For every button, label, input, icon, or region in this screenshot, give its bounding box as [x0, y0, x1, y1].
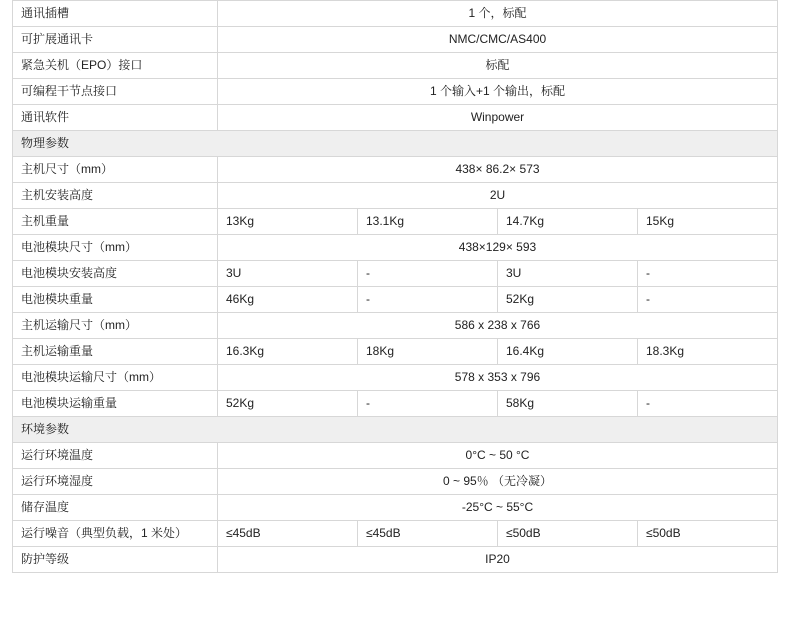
table-row — [13, 547, 778, 573]
row-label: 防护等级 — [13, 547, 218, 573]
table-row — [13, 521, 778, 547]
row-value-cell: 46Kg — [218, 287, 358, 313]
row-label: 通讯插槽 — [13, 1, 218, 27]
row-value: 1 个，标配 — [218, 1, 778, 27]
row-label: 电池模块安装高度 — [13, 261, 218, 287]
row-label: 主机运输尺寸（mm） — [13, 313, 218, 339]
row-value: 438× 86.2× 573 — [218, 157, 778, 183]
row-value-cell: 18Kg — [358, 339, 498, 365]
table-row — [13, 365, 778, 391]
row-label: 主机重量 — [13, 209, 218, 235]
table-row — [13, 209, 778, 235]
row-value-cell: - — [638, 391, 778, 417]
table-row — [13, 313, 778, 339]
row-value: 标配 — [218, 53, 778, 79]
row-value: 438×129× 593 — [218, 235, 778, 261]
row-value: 0°C ~ 50 °C — [218, 443, 778, 469]
row-label: 运行环境湿度 — [13, 469, 218, 495]
row-value-cell: ≤50dB — [498, 521, 638, 547]
row-value-cell: - — [358, 261, 498, 287]
section-header-row — [13, 417, 778, 443]
row-label: 电池模块重量 — [13, 287, 218, 313]
row-value-cell: 14.7Kg — [498, 209, 638, 235]
row-label: 主机运输重量 — [13, 339, 218, 365]
table-row — [13, 287, 778, 313]
table-row — [13, 79, 778, 105]
table-row — [13, 105, 778, 131]
section-header-label: 物理参数 — [13, 131, 778, 157]
table-row — [13, 339, 778, 365]
table-row — [13, 469, 778, 495]
row-value-cell: - — [358, 391, 498, 417]
row-value: Winpower — [218, 105, 778, 131]
row-value: IP20 — [218, 547, 778, 573]
table-row — [13, 443, 778, 469]
row-label: 可扩展通讯卡 — [13, 27, 218, 53]
row-value-cell: - — [358, 287, 498, 313]
table-row — [13, 27, 778, 53]
row-value-cell: 3U — [498, 261, 638, 287]
row-value-cell: ≤50dB — [638, 521, 778, 547]
row-value-cell: 16.4Kg — [498, 339, 638, 365]
row-value: 1 个输入+1 个输出，标配 — [218, 79, 778, 105]
row-value-cell: 18.3Kg — [638, 339, 778, 365]
spec-table-body — [13, 1, 778, 573]
row-label: 紧急关机（EPO）接口 — [13, 53, 218, 79]
table-row — [13, 1, 778, 27]
table-row — [13, 157, 778, 183]
specification-table — [12, 0, 778, 573]
row-value-cell: 52Kg — [218, 391, 358, 417]
row-value-cell: - — [638, 261, 778, 287]
row-label: 运行噪音（典型负载，1 米处） — [13, 521, 218, 547]
row-label: 电池模块运输尺寸（mm） — [13, 365, 218, 391]
table-row — [13, 53, 778, 79]
row-value-cell: 58Kg — [498, 391, 638, 417]
row-value-cell: 13.1Kg — [358, 209, 498, 235]
row-value: 2U — [218, 183, 778, 209]
row-label: 可编程干节点接口 — [13, 79, 218, 105]
section-header-row — [13, 131, 778, 157]
row-value-cell: ≤45dB — [358, 521, 498, 547]
row-value-cell: 52Kg — [498, 287, 638, 313]
section-header-label: 环境参数 — [13, 417, 778, 443]
row-value: 578 x 353 x 796 — [218, 365, 778, 391]
row-value-cell: ≤45dB — [218, 521, 358, 547]
row-label: 通讯软件 — [13, 105, 218, 131]
table-row — [13, 261, 778, 287]
row-value: NMC/CMC/AS400 — [218, 27, 778, 53]
table-row — [13, 391, 778, 417]
row-label: 电池模块运输重量 — [13, 391, 218, 417]
table-row — [13, 235, 778, 261]
table-row — [13, 495, 778, 521]
row-value-cell: 15Kg — [638, 209, 778, 235]
row-label: 电池模块尺寸（mm） — [13, 235, 218, 261]
row-value-cell: - — [638, 287, 778, 313]
row-value-cell: 16.3Kg — [218, 339, 358, 365]
row-label: 储存温度 — [13, 495, 218, 521]
row-label: 主机尺寸（mm） — [13, 157, 218, 183]
table-row — [13, 183, 778, 209]
row-value-cell: 3U — [218, 261, 358, 287]
row-value: 586 x 238 x 766 — [218, 313, 778, 339]
row-label: 运行环境温度 — [13, 443, 218, 469]
row-value-cell: 13Kg — [218, 209, 358, 235]
row-value: 0 ~ 95％ （无冷凝） — [218, 469, 778, 495]
row-label: 主机安装高度 — [13, 183, 218, 209]
row-value: -25°C ~ 55°C — [218, 495, 778, 521]
